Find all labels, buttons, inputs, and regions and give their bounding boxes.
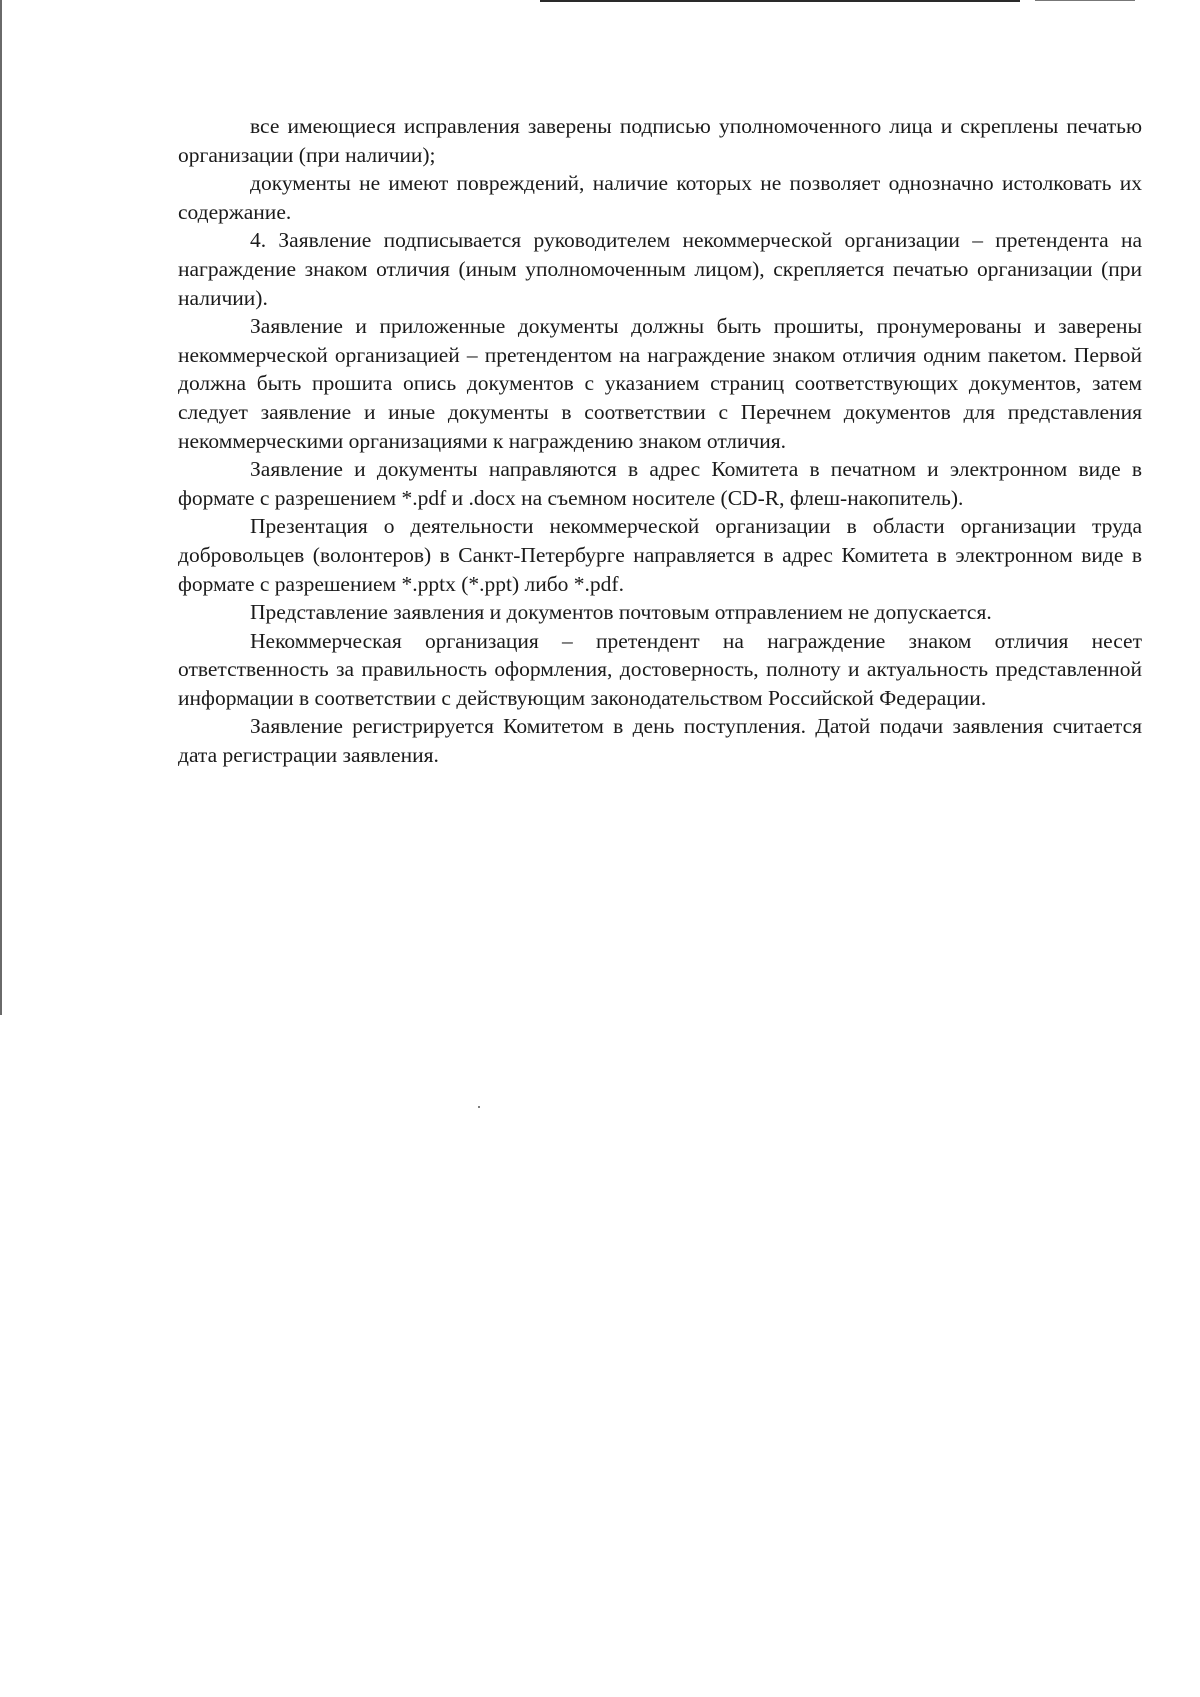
paragraph-documents-binding: Заявление и приложенные документы должны быть прошиты, пронумерованы и заверены некоммерческой организацией – претендентом на награждение знаком отличия одним пакетом. Первой должна быть прошита опись документов с указанием страниц соответствующих документов, затем следует заявление и иные документы в соответствии с Перечнем документов для представления некоммерческими организациями к награждению знаком отличия.	[178, 314, 1142, 453]
paragraph-responsibility: Некоммерческая организация – претендент на награждение знаком отличия несет ответственность за правильность оформления, достоверность, полноту и актуальность представленной информации в соответствии с действующим законодательством Российской Федерации.	[178, 628, 1142, 710]
scan-artifact-speck	[478, 1106, 480, 1108]
document-body	[178, 112, 1142, 770]
paragraph-submission-formats: Заявление и документы направляются в адрес Комитета в печатном и электронном виде в формате с разрешением *.pdf и .docx на съемном носителе (CD-R, флеш-накопитель).	[178, 457, 1142, 510]
paragraph-item-4-application-signing: 4. Заявление подписывается руководителем некоммерческой организации – претендента на награждение знаком отличия (иным уполномоченным лицом), скрепляется печатью организации (при наличии).	[178, 228, 1142, 310]
paragraph-corrections-certified: все имеющиеся исправления заверены подписью уполномоченного лица и скреплены печатью организации (при наличии);	[178, 114, 1142, 167]
scan-artifact-top-line-short	[1035, 0, 1135, 1]
scan-artifact-left-edge	[0, 0, 2, 1015]
scan-artifact-top-line	[540, 0, 1020, 2]
paragraph-no-postal-submission: Представление заявления и документов почтовым отправлением не допускается.	[250, 600, 992, 625]
paragraph-presentation: Презентация о деятельности некоммерческой организации в области организации труда добровольцев (волонтеров) в Санкт-Петербурге направляется в адрес Комитета в электронном виде в формате с разрешением *.pptx (*.ppt) либо *.pdf.	[178, 514, 1142, 596]
paragraph-registration: Заявление регистрируется Комитетом в день поступления. Датой подачи заявления считается дата регистрации заявления.	[178, 714, 1142, 768]
paragraph-documents-undamaged: документы не имеют повреждений, наличие которых не позволяет однозначно истолковать их содержание.	[178, 171, 1142, 224]
